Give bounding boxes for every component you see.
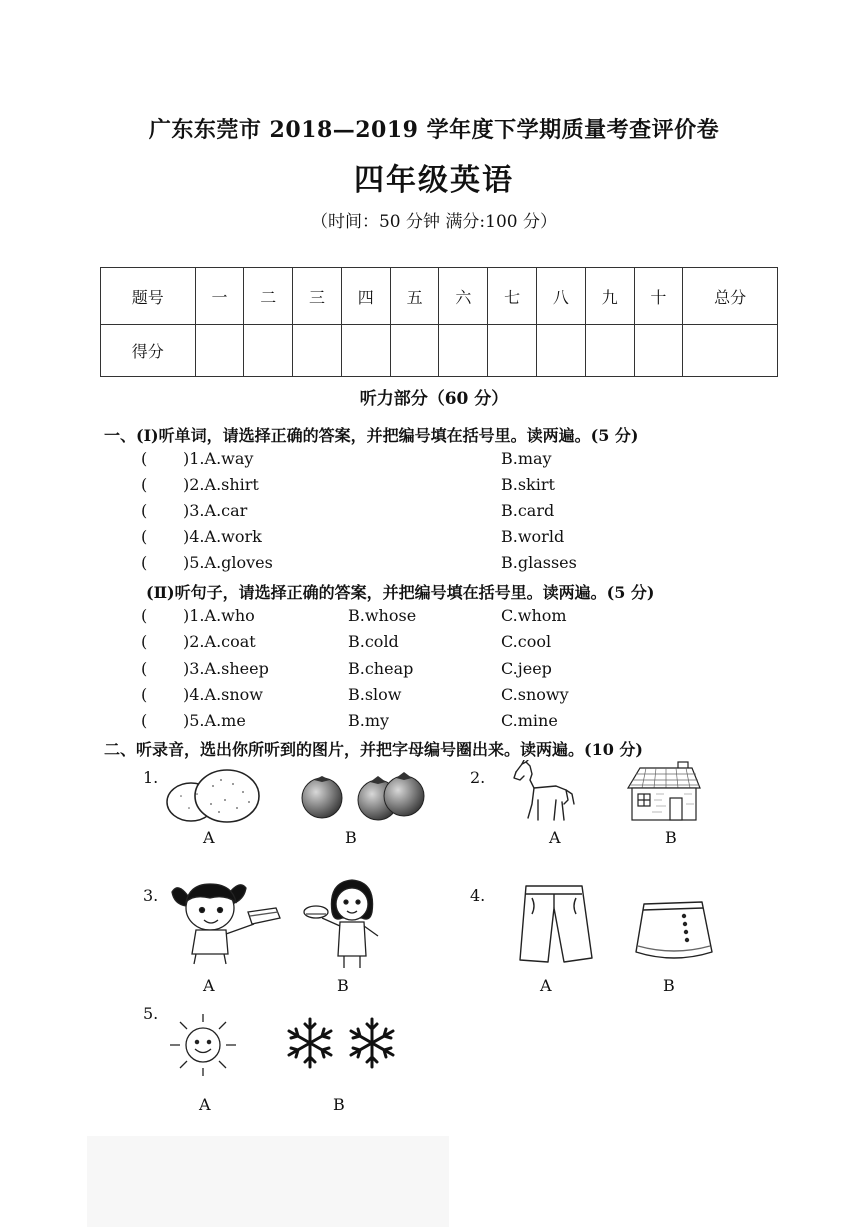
answer-paren: ( [141, 475, 148, 494]
score-table-header: 一 [195, 268, 244, 325]
option-b: B.glasses [501, 553, 577, 572]
score-table-header: 四 [341, 268, 390, 325]
option-b: B.skirt [501, 475, 555, 494]
option-c: C.jeep [501, 659, 552, 678]
score-cell [683, 325, 778, 377]
answer-paren: ( [141, 606, 148, 625]
option-c: C.whom [501, 606, 567, 625]
score-table-header: 七 [488, 268, 537, 325]
score-table-header: 题号 [101, 268, 196, 325]
subject-title: 四年级英语 [354, 163, 514, 198]
option-c: C.cool [501, 632, 552, 651]
q1b-heading: (Ⅱ)听句子，请选择正确的答案，并把编号填在括号里。读两遍。(5 分) [146, 583, 655, 602]
answer-paren: ( [141, 553, 148, 572]
option-a: )3.A.sheep [183, 659, 269, 678]
q1-item [0, 501, 868, 527]
exam-info: （时间：50 分钟 满分:100 分） [310, 212, 558, 232]
tomatoes-picture [296, 768, 430, 822]
score-cell [439, 325, 488, 377]
exam-title: 广东东莞市 2018—2019 学年度下学期质量考查评价卷 [148, 117, 720, 143]
score-cell [634, 325, 683, 377]
answer-paren: ( [141, 685, 148, 704]
option-a: )4.A.work [183, 527, 262, 546]
answer-paren: ( [141, 659, 148, 678]
picture-label-b: B [663, 976, 675, 995]
q1b-item [0, 632, 868, 658]
oranges-picture [163, 766, 263, 824]
option-a: )2.A.coat [183, 632, 256, 651]
option-c: C.mine [501, 711, 558, 730]
sun-picture [166, 1012, 240, 1078]
option-b: B.my [348, 711, 390, 730]
score-cell [536, 325, 585, 377]
option-a: )5.A.gloves [183, 553, 273, 572]
option-b: B.cold [348, 632, 399, 651]
score-table-score-row [101, 325, 778, 377]
option-a: )4.A.snow [183, 685, 263, 704]
q1-item [0, 475, 868, 501]
score-table-header: 六 [439, 268, 488, 325]
skirt-picture [632, 898, 714, 962]
picture-item-number: 2. [470, 768, 486, 787]
option-b: B.world [501, 527, 565, 546]
q1-item [0, 553, 868, 579]
option-b: B.card [501, 501, 555, 520]
option-a: )1.A.who [183, 606, 255, 625]
score-table [100, 267, 778, 377]
snowflakes-picture [284, 1016, 400, 1070]
q2-heading: 二、听录音，选出你所听到的图片，并把字母编号圈出来。读两遍。(10 分) [104, 740, 643, 759]
q1-item [0, 449, 868, 475]
horse-picture [510, 760, 576, 824]
answer-paren: ( [141, 527, 148, 546]
score-table-header: 二 [244, 268, 293, 325]
score-cell [341, 325, 390, 377]
score-cell [244, 325, 293, 377]
answer-paren: ( [141, 632, 148, 651]
score-cell [195, 325, 244, 377]
picture-label-a: A [203, 976, 215, 995]
girl-with-burger-picture [302, 876, 384, 970]
bottom-shaded-area [87, 1136, 449, 1227]
girl-with-sandwich-picture [170, 878, 282, 966]
q1-item [0, 527, 868, 553]
option-a: )5.A.me [183, 711, 246, 730]
q1b-item [0, 659, 868, 685]
q1-heading: 一、(Ⅰ)听单词，请选择正确的答案，并把编号填在括号里。读两遍。(5 分) [104, 426, 639, 445]
answer-paren: ( [141, 449, 148, 468]
picture-item-number: 3. [143, 886, 159, 905]
q1b-item [0, 606, 868, 632]
option-b: B.cheap [348, 659, 414, 678]
picture-item-number: 5. [143, 1004, 159, 1023]
q1b-item [0, 685, 868, 711]
picture-label-b: B [345, 828, 357, 847]
answer-paren: ( [141, 711, 148, 730]
picture-item-number: 4. [470, 886, 486, 905]
q1b-item [0, 711, 868, 737]
picture-label-b: B [333, 1095, 345, 1114]
picture-label-a: A [549, 828, 561, 847]
score-cell [293, 325, 342, 377]
score-table-header-row [101, 268, 778, 325]
score-table-header: 三 [293, 268, 342, 325]
house-picture [626, 760, 702, 824]
option-c: C.snowy [501, 685, 569, 704]
shorts-picture [518, 884, 594, 966]
picture-label-a: A [203, 828, 215, 847]
option-b: B.whose [348, 606, 417, 625]
listening-section-title: 听力部分（60 分） [359, 389, 509, 409]
picture-label-b: B [337, 976, 349, 995]
score-table-header: 总分 [683, 268, 778, 325]
score-table-header: 九 [585, 268, 634, 325]
score-cell [488, 325, 537, 377]
picture-label-a: A [199, 1095, 211, 1114]
option-a: )3.A.car [183, 501, 248, 520]
score-cell [585, 325, 634, 377]
score-row-label: 得分 [101, 325, 196, 377]
option-a: )1.A.way [183, 449, 254, 468]
picture-item-number: 1. [143, 768, 159, 787]
score-table-header: 八 [536, 268, 585, 325]
option-b: B.slow [348, 685, 402, 704]
picture-label-b: B [665, 828, 677, 847]
picture-label-a: A [540, 976, 552, 995]
score-table-header: 十 [634, 268, 683, 325]
score-table-header: 五 [390, 268, 439, 325]
option-b: B.may [501, 449, 552, 468]
option-a: )2.A.shirt [183, 475, 259, 494]
answer-paren: ( [141, 501, 148, 520]
score-cell [390, 325, 439, 377]
